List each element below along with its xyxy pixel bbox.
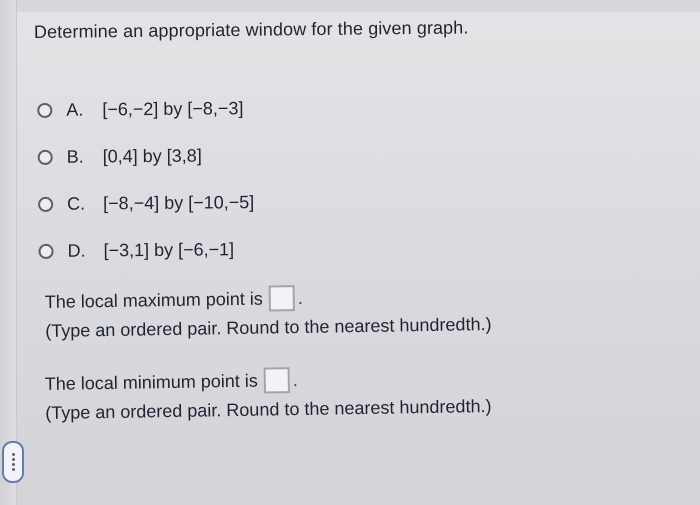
choice-c[interactable] [38,188,254,219]
local-minimum-label: The local minimum point is [44,370,258,394]
radio-button[interactable] [37,103,52,118]
local-maximum-block [45,282,492,342]
choice-text: [−8,−4] by [−10,−5] [103,192,255,214]
drag-handle-icon [12,468,15,471]
local-minimum-instruction-line [45,396,492,424]
choice-a[interactable] [37,94,253,125]
period-mark: . [297,287,303,308]
local-minimum-line [45,364,492,397]
choice-b[interactable] [38,141,254,172]
radio-button[interactable] [38,197,53,212]
local-maximum-instruction: (Type an ordered pair. Round to the nearest hundredth.) [45,313,492,341]
choice-text: [−3,1] by [−6,−1] [103,239,235,261]
drag-handle-icon [12,453,15,456]
question-text: Determine an appropriate window for the given graph. [33,17,469,42]
local-minimum-instruction: (Type an ordered pair. Round to the nearest hundredth.) [45,395,492,423]
local-maximum-instruction-line [45,314,492,342]
scroll-handle[interactable] [2,441,24,483]
answer-choices [37,94,255,284]
choice-letter: D. [67,240,86,261]
local-maximum-label: The local maximum point is [44,288,263,312]
choice-text: [0,4] by [3,8] [102,145,202,167]
left-margin [0,0,17,505]
choice-letter: C. [67,193,86,214]
local-maximum-line [45,282,492,315]
choice-d[interactable] [38,235,254,266]
top-band [0,0,700,12]
radio-button[interactable] [38,244,53,259]
local-maximum-input[interactable] [269,285,295,311]
radio-button[interactable] [38,150,53,165]
drag-handle-icon [12,458,15,461]
drag-handle-icon [12,463,15,466]
choice-letter: B. [66,146,84,167]
choice-text: [−6,−2] by [−8,−3] [102,98,244,120]
local-minimum-block [45,364,492,424]
choice-letter: A. [66,99,84,120]
local-minimum-input[interactable] [264,367,290,393]
period-mark: . [292,369,298,390]
